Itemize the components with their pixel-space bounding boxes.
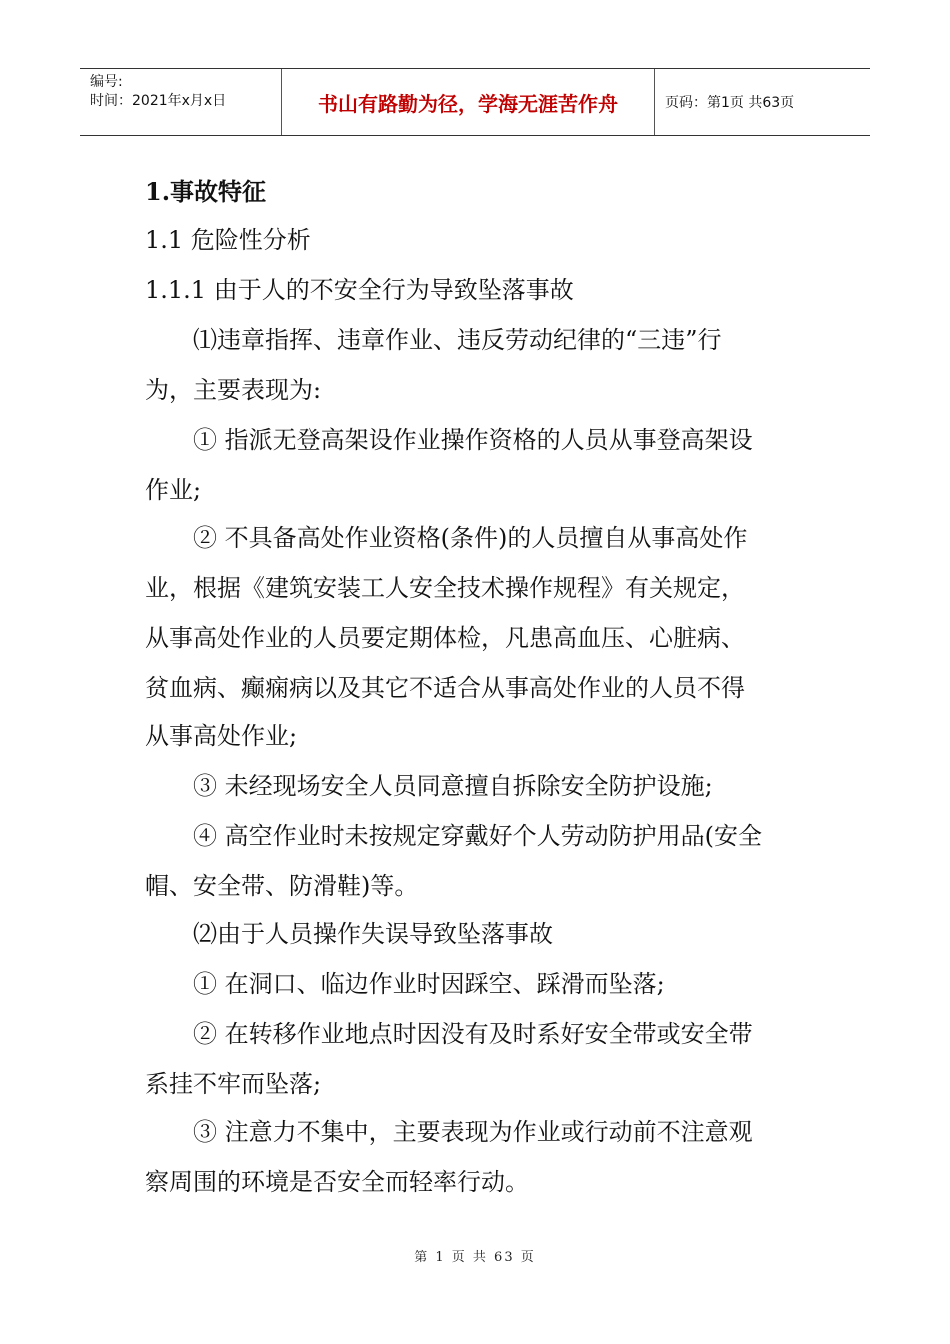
paragraph-line: ① 在洞口、临边作业时因踩空、踩滑而坠落;: [193, 970, 665, 998]
paragraph-line: ② 不具备高处作业资格(条件)的人员擅自从事高处作: [193, 524, 748, 552]
header-page-info: 页码：第1页 共63页: [665, 95, 795, 111]
subsection-heading: 1.1 危险性分析: [145, 226, 311, 254]
paragraph-line: 从事高处作业;: [145, 722, 298, 750]
paragraph-line: ⑵由于人员操作失误导致坠落事故: [193, 920, 553, 948]
paragraph-line: 系挂不牢而坠落;: [145, 1070, 322, 1098]
paragraph-line: ② 在转移作业地点时因没有及时系好安全带或安全带: [193, 1020, 753, 1048]
paragraph-line: ⑴违章指挥、违章作业、违反劳动纪律的“三违”行: [193, 326, 722, 354]
paragraph-line: 作业;: [145, 476, 202, 504]
paragraph-line: 贫血病、癫痫病以及其它不适合从事高处作业的人员不得: [145, 674, 745, 702]
paragraph-line: 业，根据《建筑安装工人安全技术操作规程》有关规定，: [145, 574, 745, 602]
paragraph-line: ① 指派无登高架设作业操作资格的人员从事登高架设: [193, 426, 753, 454]
header-motto: 书山有路勤为径，学海无涯苦作舟: [282, 69, 655, 135]
header-meta: [80, 69, 282, 135]
paragraph-line: ④ 高空作业时未按规定穿戴好个人劳动防护用品(安全: [193, 822, 762, 850]
paragraph-line: 为，主要表现为:: [145, 376, 322, 404]
code-label: 编号:: [90, 74, 123, 90]
paragraph-line: ③ 注意力不集中，主要表现为作业或行动前不注意观: [193, 1118, 753, 1146]
paragraph-line: 从事高处作业的人员要定期体检，凡患高血压、心脏病、: [145, 624, 745, 652]
paragraph-line: 帽、安全带、防滑鞋)等。: [145, 872, 419, 900]
subsubsection-heading: 1.1.1 由于人的不安全行为导致坠落事故: [145, 276, 574, 304]
section-heading: 1.事故特征: [145, 177, 267, 206]
page-footer: 第 1 页 共 63 页: [414, 1250, 536, 1265]
paragraph-line: ③ 未经现场安全人员同意擅自拆除安全防护设施;: [193, 772, 713, 800]
time-label: 时间：2021年x月x日: [90, 93, 227, 109]
paragraph-line: 察周围的环境是否安全而轻率行动。: [145, 1168, 529, 1196]
document-header: [80, 68, 870, 136]
